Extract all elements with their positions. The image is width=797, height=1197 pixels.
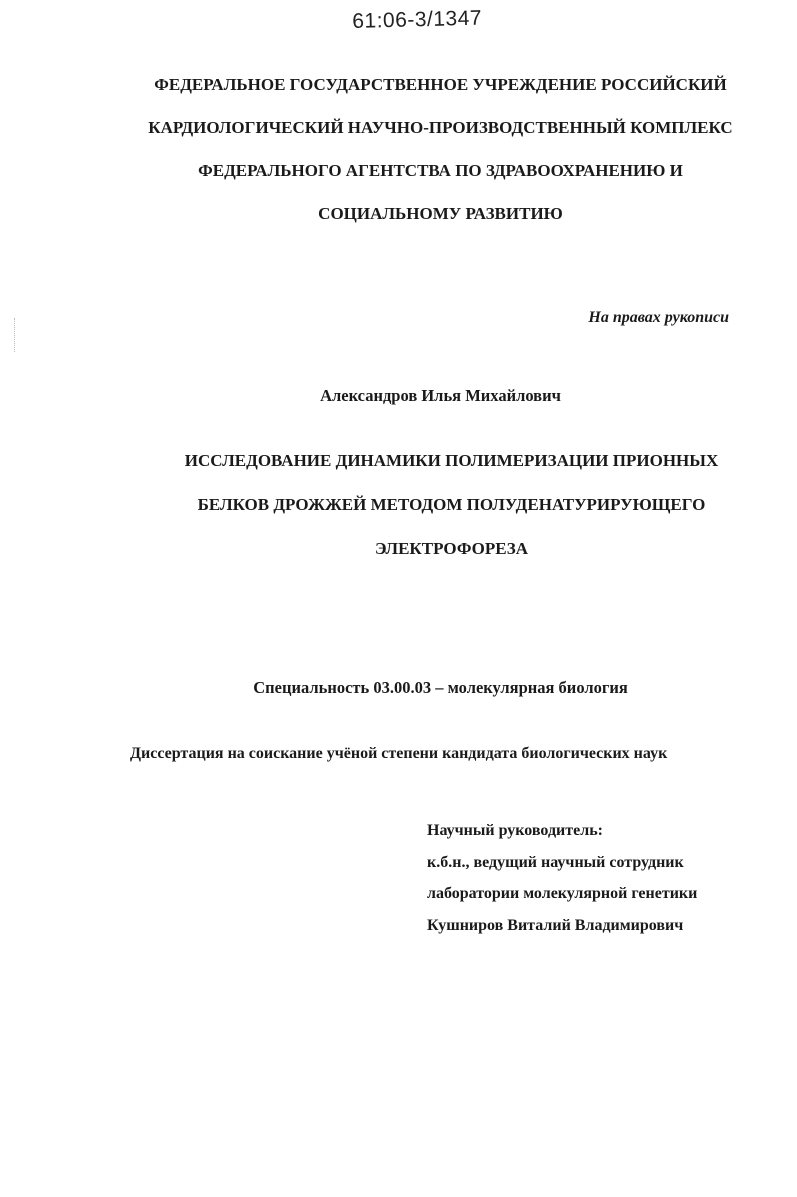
supervisor-block — [427, 818, 697, 944]
dissertation-degree-line: Диссертация на соискание учёной степени кандидата биологических наук — [130, 745, 668, 762]
title-line-2: БЕЛКОВ ДРОЖЖЕЙ МЕТОДОМ ПОЛУДЕНАТУРИРУЮЩЕГО — [197, 495, 706, 514]
title-line-1: ИССЛЕДОВАНИЕ ДИНАМИКИ ПОЛИМЕРИЗАЦИИ ПРИОННЫХ — [184, 451, 719, 470]
archive-stamp: 61:06-3/1347 — [352, 6, 483, 33]
dissertation-title — [0, 447, 797, 579]
organization-line-3: ФЕДЕРАЛЬНОГО АГЕНТСТВА ПО ЗДРАВООХРАНЕНИЮ И — [198, 161, 683, 180]
scan-margin-marks — [14, 318, 17, 352]
organization-line-1: ФЕДЕРАЛЬНОЕ ГОСУДАРСТВЕННОЕ УЧРЕЖДЕНИЕ РОССИЙСКИЙ — [154, 75, 727, 94]
supervisor-line-1: Научный руководитель: — [427, 822, 603, 839]
organization-line-4: СОЦИАЛЬНОМУ РАЗВИТИЮ — [318, 204, 563, 223]
specialty-line: Специальность 03.00.03 – молекулярная биология — [253, 678, 628, 697]
author-name: Александров Илья Михайлович — [320, 386, 561, 405]
organization-header — [0, 70, 797, 242]
manuscript-note: На правах рукописи — [588, 309, 729, 326]
supervisor-line-2: к.б.н., ведущий научный сотрудник — [427, 853, 684, 871]
supervisor-line-3: лаборатории молекулярной генетики — [427, 885, 698, 902]
supervisor-line-4: Кушниров Виталий Владимирович — [427, 916, 684, 934]
title-line-3: ЭЛЕКТРОФОРЕЗА — [374, 539, 529, 558]
organization-line-2: КАРДИОЛОГИЧЕСКИЙ НАУЧНО-ПРОИЗВОДСТВЕННЫЙ КОМПЛЕКС — [148, 118, 733, 137]
